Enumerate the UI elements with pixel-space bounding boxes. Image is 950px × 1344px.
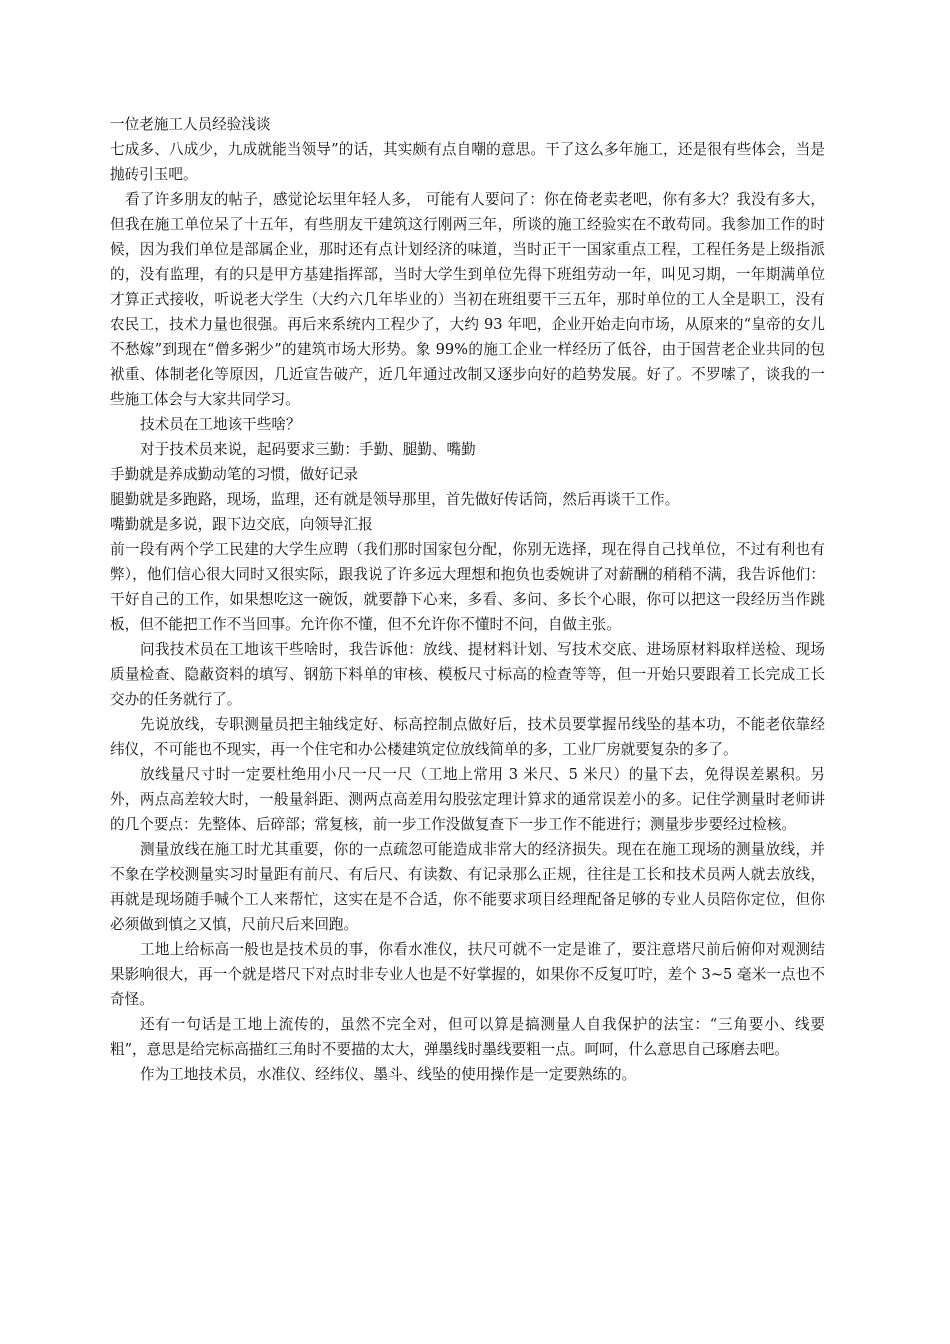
document-page bbox=[110, 112, 825, 1087]
paragraph-saying: 还有一句话是工地上流传的，虽然不完全对，但可以算是搞测量人自我保护的法宝：“三角要小、线要粗”，意思是给完标高描红三角时不要描的太大，弹墨线时墨线要粗一点。呵呵，什么意思自己琢磨去吧。 bbox=[110, 1016, 825, 1058]
paragraph-layout: 先说放线，专职测量员把主轴线定好、标高控制点做好后，技术员要掌握吊线坠的基本功，不能老依靠经纬仪，不可能也不现实，再一个住宅和办公楼建筑定位放线简单的多，工业厂房就要复杂的多了。 bbox=[110, 716, 825, 758]
paragraph-measuring: 放线量尺寸时一定要杜绝用小尺一尺一尺（工地上常用 3 米尺、5 米尺）的量下去，免得误差累积。另外，两点高差较大时，一般量斜距、测两点高差用勾股弦定理计算求的通常误差小的多。记住学测量时老师讲的几个要点：先整体、后碎部；常复核，前一步工作没做复查下一步工作不能进行；测量步步要经过检核。 bbox=[110, 766, 825, 833]
paragraph-three-diligences: 对于技术员来说，起码要求三勤：手勤、腿勤、嘴勤 bbox=[140, 441, 476, 458]
paragraph-background: 看了许多朋友的帖子，感觉论坛里年轻人多， 可能有人要问了：你在倚老卖老吧，你有多大？我没有多大，但我在施工单位呆了十五年，有些朋友干建筑这行刚两三年，所谈的施工经验实在不敢苟同。我参加工作的时候，因为我们单位是部属企业，那时还有点计划经济的味道，当时正干一国家重点工程，工程任务是上级指派的，没有监理，有的只是甲方基建指挥部，当时大学生到单位先得下班组劳动一年，叫见习期，一年期满单位才算正式接收，听说老大学生（大约六几年毕业的）当初在班组要干三五年，那时单位的工人全是职工，没有农民工，技术力量也很强。再后来系统内工程少了，大约 93 年吧，企业开始走向市场，从原来的“皇帝的女儿不愁嫁”到现在“僧多粥少”的建筑市场大形势。象 99%的施工企业一样经历了低谷，由于国营老企业共同的包袱重、体制老化等原因，几近宣告破产，近几年通过改制又逐步向好的趋势发展。好了。不罗嗦了，谈我的一些施工体会与大家共同学习。 bbox=[110, 191, 825, 408]
paragraph-duties: 问我技术员在工地该干些啥时，我告诉他：放线、提材料计划、写技术交底、进场原材料取样送检、现场质量检查、隐蔽资料的填写、钢筋下料单的审核、模板尺寸标高的检查等等，但一开始只要跟着工长完成工长交办的任务就行了。 bbox=[110, 641, 825, 708]
paragraph-instruments: 作为工地技术员，水准仪、经纬仪、墨斗、线坠的使用操作是一定要熟练的。 bbox=[140, 1066, 637, 1083]
paragraph-survey-importance: 测量放线在施工时尤其重要，你的一点疏忽可能造成非常大的经济损失。现在在施工现场的测量放线，并不象在学校测量实习时量距有前尺、有后尺、有读数、有记录那么正规，往往是工长和技术员两人就去放线，再就是现场随手喊个工人来帮忙，这实在是不合适，你不能要求项目经理配备足够的专业人员陪你定位，但你必须做到慎之又慎，尺前尺后来回跑。 bbox=[110, 841, 825, 933]
paragraph-elevation: 工地上给标高一般也是技术员的事，你看水准仪，扶尺可就不一定是谁了，要注意塔尺前后俯仰对观测结果影响很大，再一个就是塔尺下对点时非专业人也是不好掌握的，如果你不反复叮咛，差个 3~5 毫米一点也不奇怪。 bbox=[110, 941, 825, 1008]
paragraph-leg-diligence: 腿勤就是多跑路，现场，监理，还有就是领导那里，首先做好传话筒，然后再谈干工作。 bbox=[110, 491, 680, 508]
paragraph-hand-diligence: 手勤就是养成勤动笔的习惯，做好记录 bbox=[110, 466, 359, 483]
document-title: 一位老施工人员经验浅谈 bbox=[110, 116, 271, 133]
paragraph-graduates: 前一段有两个学工民建的大学生应聘（我们那时国家包分配，你别无选择，现在得自己找单位，不过有利也有弊），他们信心很大同时又很实际，跟我说了许多远大理想和抱负也委婉讲了对薪酬的稍稍不满，我告诉他们：干好自己的工作，如果想吃这一碗饭，就要静下心来，多看、多问、多长个心眼，你可以把这一段经历当作跳板，但不能把工作不当回事。允许你不懂，但不允许你不懂时不问，自做主张。 bbox=[110, 541, 825, 633]
section-heading: 技术员在工地该干些啥？ bbox=[140, 416, 301, 433]
paragraph-mouth-diligence: 嘴勤就是多说，跟下边交底，向领导汇报 bbox=[110, 516, 373, 533]
paragraph-intro: 七成多、八成少，九成就能当领导”的话，其实颇有点自嘲的意思。干了这么多年施工，还是很有些体会，当是抛砖引玉吧。 bbox=[110, 141, 825, 183]
